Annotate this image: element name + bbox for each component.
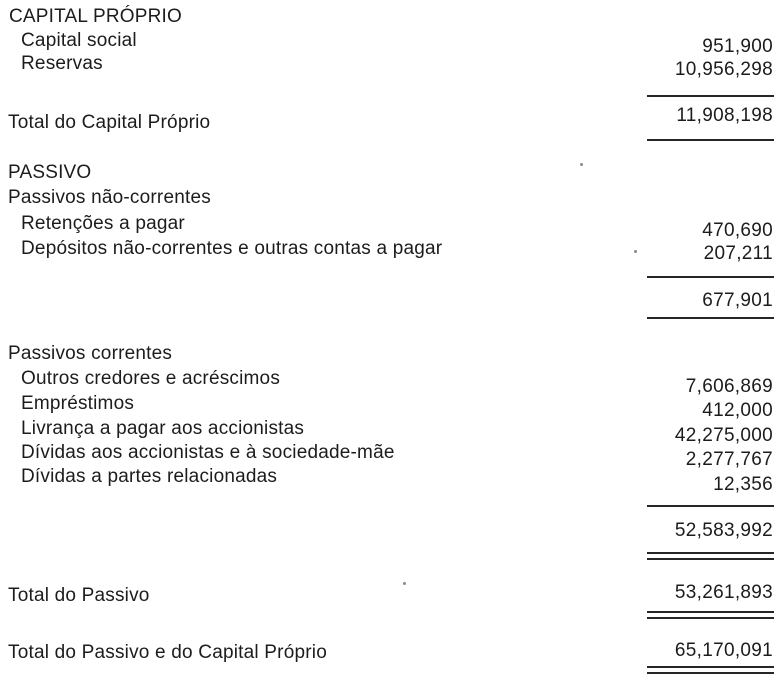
- subtotal-rule: [647, 505, 774, 507]
- row-reservas-label: Reservas: [21, 53, 103, 74]
- grand-total-value: 65,170,091: [674, 640, 773, 661]
- section-heading-capital-proprio: CAPITAL PRÓPRIO: [9, 6, 182, 27]
- total-double-rule: [647, 552, 774, 560]
- subtotal-correntes-value: 52,583,992: [674, 520, 773, 541]
- grand-total-label: Total do Passivo e do Capital Próprio: [8, 642, 327, 663]
- row-retencoes-value: 470,690: [702, 220, 773, 241]
- row-depositos-label: Depósitos não-correntes e outras contas a pagar: [21, 238, 443, 259]
- row-capital-social-label: Capital social: [21, 30, 137, 51]
- subtotal-rule: [647, 317, 774, 319]
- total-double-rule: [647, 666, 774, 674]
- row-reservas-value: 10,956,298: [674, 59, 773, 80]
- subtotal-rule: [647, 95, 774, 97]
- row-livranca-value: 42,275,000: [674, 425, 773, 446]
- row-dividas-relacionadas-value: 12,356: [713, 474, 773, 495]
- scan-speck: [580, 163, 583, 166]
- row-dividas-relacionadas-label: Dívidas a partes relacionadas: [21, 466, 278, 487]
- row-depositos-value: 207,211: [703, 243, 773, 264]
- row-dividas-accionistas-label: Dívidas aos accionistas e à sociedade-mãe: [21, 442, 395, 463]
- subsection-heading-passivos-correntes: Passivos correntes: [8, 343, 173, 364]
- row-dividas-accionistas-value: 2,277,767: [685, 449, 773, 470]
- subtotal-nao-correntes-value: 677,901: [702, 290, 773, 311]
- row-outros-credores-label: Outros credores e acréscimos: [21, 368, 281, 389]
- total-capital-proprio-label: Total do Capital Próprio: [8, 112, 211, 133]
- total-double-rule: [647, 611, 774, 619]
- row-outros-credores-value: 7,606,869: [685, 376, 773, 397]
- subtotal-rule: [647, 139, 774, 141]
- row-retencoes-label: Retenções a pagar: [21, 213, 185, 234]
- section-heading-passivo: PASSIVO: [8, 162, 92, 183]
- scan-speck: [403, 582, 406, 585]
- row-livranca-label: Livrança a pagar aos accionistas: [21, 418, 305, 439]
- subsection-heading-passivos-nao-correntes: Passivos não-correntes: [8, 187, 211, 208]
- subtotal-rule: [647, 276, 774, 278]
- scan-speck: [634, 250, 637, 253]
- total-passivo-label: Total do Passivo: [8, 585, 150, 606]
- total-passivo-value: 53,261,893: [674, 582, 773, 603]
- row-emprestimos-label: Empréstimos: [21, 393, 135, 414]
- total-capital-proprio-value: 11,908,198: [676, 105, 773, 126]
- row-emprestimos-value: 412,000: [702, 400, 773, 421]
- row-capital-social-value: 951,900: [702, 36, 773, 57]
